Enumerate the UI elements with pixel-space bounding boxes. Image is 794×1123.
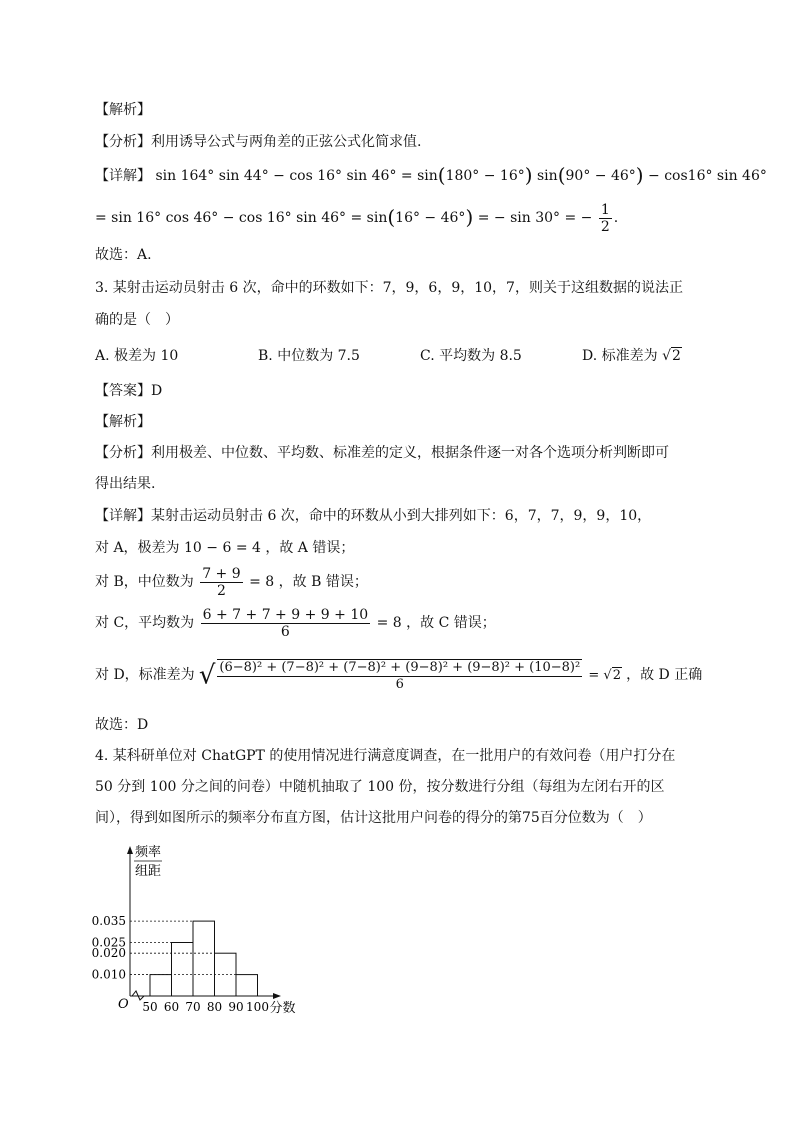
dui-d-pre: 对 D，标准差为: [95, 667, 195, 683]
y-tick-label: 0.025: [91, 935, 126, 950]
x-tick-label: 50: [142, 1000, 158, 1014]
sqrt-icon: √2: [662, 348, 681, 364]
eq2-frac-num: 1: [600, 201, 610, 218]
xiangjie-label-1: 【详解】: [95, 168, 151, 184]
x-tick-label: 100: [246, 1000, 269, 1014]
sqrt-icon-2: √2: [603, 667, 621, 683]
histogram-bar: [193, 921, 215, 996]
dui-c: [95, 606, 496, 640]
dui-c-num: 6 + 7 + 7 + 9 + 9 + 10: [202, 606, 369, 623]
q3-option-c: C. 平均数为 8.5: [420, 348, 522, 364]
eq2-frac-den: 2: [600, 218, 610, 235]
q3-option-b: B. 中位数为 7.5: [258, 348, 360, 364]
eq1-mid: sin: [537, 168, 558, 184]
dui-b-num: 7 + 9: [202, 565, 241, 582]
fenxi-2-line-1: 【分析】利用极差、中位数、平均数、标准差的定义，根据条件逐一对各个选项分析判断即可: [95, 445, 669, 461]
dui-d: [95, 652, 702, 699]
eq2-p: 16° − 46°: [395, 210, 466, 226]
x-tick-label: 90: [228, 1000, 244, 1014]
eq2-fraction: [599, 202, 612, 235]
xiangjie-2: 【详解】某射击运动员射击 6 次，命中的环数从小到大排列如下：6，7，7，9，9，10，: [95, 508, 652, 524]
y-tick-label: 0.035: [91, 914, 126, 929]
q4-line-1: 4. 某科研单位对 ChatGPT 的使用情况进行满意度调查，在一批用户的有效问卷（用户打分在: [95, 748, 676, 764]
dui-c-pre: 对 C，平均数为: [95, 615, 195, 631]
y-label-bottom: 组距: [135, 864, 162, 879]
x-axis-arrow-icon: [273, 993, 281, 999]
dui-b-pre: 对 B，中位数为: [95, 574, 194, 590]
eq1-p1: 180° − 16°: [445, 168, 525, 184]
histogram-bar: [215, 953, 237, 996]
x-tick-label: 60: [163, 1000, 180, 1014]
q4-line-2: 50 分到 100 分之间的问卷）中随机抽取了 100 份，按分数进行分组（每组为左闭右开的区: [95, 779, 665, 795]
dui-d-num: (6−8)² + (7−8)² + (7−8)² + (9−8)² + (9−8)² + (10−8)²: [219, 659, 581, 675]
y-label-top: 频率: [135, 845, 162, 860]
histogram-bar: [236, 975, 258, 996]
q3-line-2: 确的是（ ）: [95, 312, 179, 328]
jiexi-heading-2: 【解析】: [95, 414, 151, 430]
frequency-histogram: [90, 838, 320, 1018]
q3-option-a: A. 极差为 10: [95, 348, 179, 364]
equation-line-2: = sin 16° cos 46° − cos 16° sin 46° = sin(16° − 46°) = − sin 30° = − $\frac{1}{2}$ .: [95, 201, 619, 235]
origin-label: O: [118, 997, 129, 1012]
q3-option-d-label: D. 标准差为: [582, 348, 658, 364]
dui-b: [95, 565, 368, 599]
x-tick-label: 70: [185, 1000, 201, 1014]
dui-c-fraction: [201, 607, 371, 640]
x-tick-label: 80: [206, 1000, 223, 1014]
eq1-tail: − cos16° sin 46°: [648, 168, 767, 184]
dui-b-fraction: [200, 566, 242, 599]
y-axis-arrow-icon: [127, 846, 133, 854]
jiexi-heading-1: 【解析】: [95, 102, 151, 118]
dui-b-den: 2: [216, 582, 226, 599]
q3-line-1: 3. 某射击运动员射击 6 次，命中的环数如下：7，9，6，9，10，7，则关于这组数据的说法正: [95, 280, 683, 296]
dui-d-eq: =: [588, 668, 600, 683]
q4-line-3: 间），得到如图所示的频率分布直方图，估计这批用户问卷的得分的第75百分位数为（ ）: [95, 810, 652, 826]
dui-d-post: ，故 D 正确: [626, 667, 703, 683]
eq2-a: = sin 16° cos 46° − cos 16° sin 46° = sin: [95, 210, 388, 226]
q3-option-d: [582, 345, 682, 365]
histogram-bar: [172, 943, 194, 997]
dui-d-fraction: [217, 659, 582, 693]
x-label: 分数: [269, 1001, 296, 1016]
y-tick-label: 0.010: [91, 967, 126, 982]
fenxi-1: 【分析】利用诱导公式与两角差的正弦公式化简求值.: [95, 134, 422, 150]
dui-c-den: 6: [280, 623, 290, 640]
dui-d-den: 6: [395, 676, 404, 692]
dui-b-post: = 8 ，故 B 错误；: [249, 574, 368, 590]
eq1-lhs: sin 164° sin 44° − cos 16° sin 46° = sin: [155, 168, 438, 184]
equation-line-1: 【详解】 sin 164° sin 44° − cos 16° sin 46° = sin(180° − 16°) sin(90° − 46°) − cos16° sin 46°: [95, 163, 767, 187]
guxuan-2: 故选：D: [95, 717, 149, 733]
dui-a: 对 A，极差为 10 − 6 = 4 ，故 A 错误；: [95, 540, 355, 556]
y-tick-label: 0.020: [91, 946, 126, 961]
big-sqrt-icon: √: [198, 660, 216, 691]
fenxi-2-line-2: 得出结果.: [95, 476, 156, 492]
eq2-b: = − sin 30° = −: [477, 210, 593, 226]
eq1-p2: 90° − 46°: [565, 168, 636, 184]
histogram-bar: [150, 975, 172, 996]
dui-c-post: = 8 ，故 C 错误；: [376, 615, 496, 631]
guxuan-1: 故选：A.: [95, 247, 152, 263]
daan: 【答案】D: [95, 383, 163, 399]
